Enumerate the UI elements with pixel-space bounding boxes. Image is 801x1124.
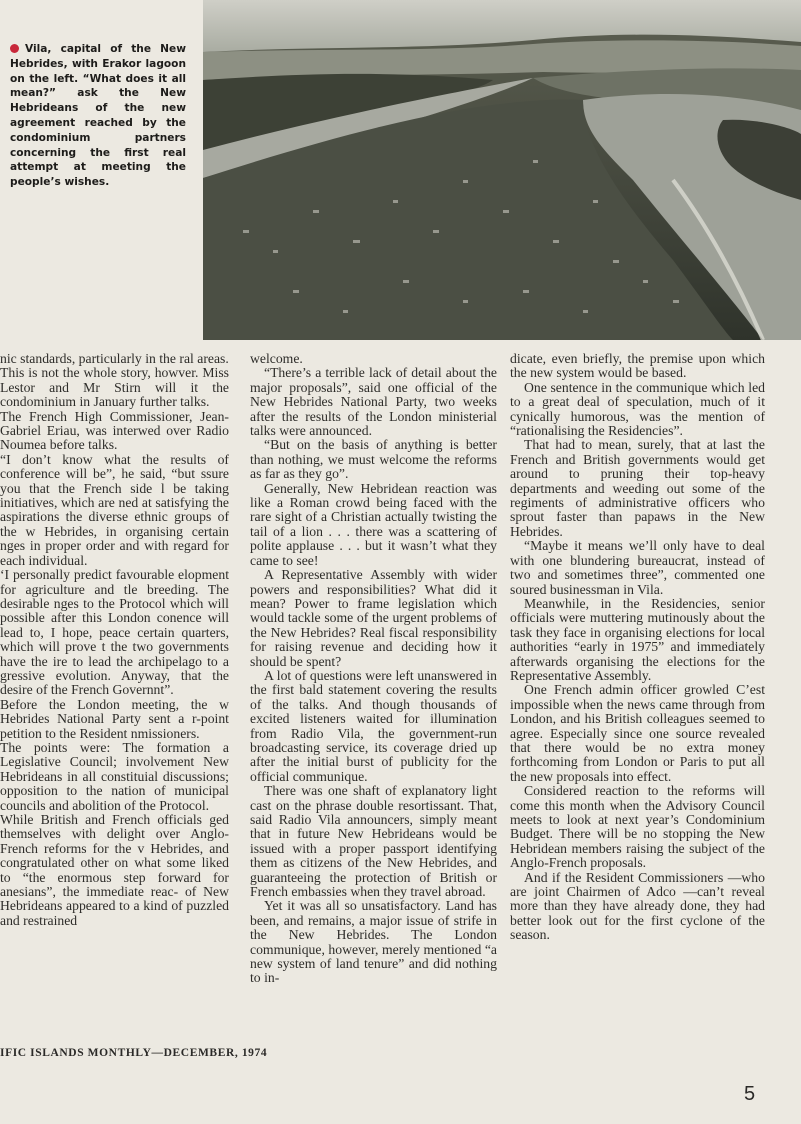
paragraph: A lot of questions were left unanswered in the first bald statement covering the results of the talks. And though thousands of excited listeners waited for illumination from Radio Vila, the government-run broadcasting service, its coverage dried up after the initial burst of publicity for the official communique. <box>250 667 497 784</box>
paragraph: nic standards, particularly in the ral areas. <box>0 351 229 366</box>
aerial-photo-icon <box>203 0 801 340</box>
paragraph: “There’s a terrible lack of detail about the major proposals”, said one official of the New Hebrides National Party, two weeks after the results of the London ministerial talks were announced. <box>250 365 497 439</box>
paragraph: And if the Resident Commissioners —who are joint Chairmen of Adco —can’t reveal more than they have already done, they had better look out for the first cyclone of the season. <box>510 869 765 943</box>
paragraph: Yet it was all so unsatisfactory. Land has been, and remains, a major issue of strife in the New Hebrides. The London communique, however, merely mentioned “a new system of land tenure” and did nothing to in- <box>250 898 497 986</box>
paragraph: Before the London meeting, the w Hebrides National Party sent a r-point petition to the Resident nmissioners. <box>0 696 229 741</box>
paragraph: That had to mean, surely, that at last the French and British governments would get around to pruning their top-heavy departments and weeding out some of the regiments of administrative officers who sprout faster than papaws in the New Hebrides. <box>510 437 765 539</box>
paragraph: This is not the whole story, howver. Miss Lestor and Mr Stirn will it the condominium in January further talks. <box>0 365 229 410</box>
paragraph: Generally, New Hebridean reaction was like a Roman crowd being faced with the rare sight of a Christian actually twisting the tail of a lion . . . there was a scattering of polite applause . . . but it wasn’t what they came to see! <box>250 480 497 568</box>
paragraph: “But on the basis of anything is better than nothing, we must welcome the reforms as far as they go”. <box>250 437 497 482</box>
paragraph: Considered reaction to the reforms will come this month when the Advisory Council meets to look at next year’s Condominium Budget. There will be no stopping the New Hebridean members raising the subject of the Anglo-French proposals. <box>510 783 765 871</box>
caption-text: Vila, capital of the New Hebrides, with Erakor lagoon on the left. “What does it all mean?” ask the New Hebrideans of the new agreement reached by the condominium partners concerning the first real attempt at meeting the people’s wishes. <box>10 43 186 189</box>
photo-caption <box>10 42 186 190</box>
paragraph: dicate, even briefly, the premise upon which the new system would be based. <box>510 351 765 381</box>
paragraph: The points were: The formation a Legislative Council; involvement New Hebrideans in all constituial discussions; opposition to the nation of municipal councils and abolition of the Protocol. <box>0 739 229 813</box>
running-footer: IFIC ISLANDS MONTHLY—DECEMBER, 1974 <box>0 1047 268 1059</box>
paragraph: There was one shaft of explanatory light cast on the phrase double resortissant. That, said Radio Vila announcers, simply meant that in future New Hebrideans would be issued with a proper passport identifying them as citizens of the New Hebrides, and guaranteeing the protection of British or French embassies when they travel abroad. <box>250 783 497 900</box>
paragraph: One sentence in the communique which led to a great deal of speculation, much of it cynically humorous, was the mention of “rationalising the Residencies”. <box>510 379 765 439</box>
paragraph: One French admin officer growled C’est impossible when the news came through from London, and his British colleagues seemed to agree. Especially since one source revealed that there would be no extra money forthcoming from London or Paris to put all the new proposals into effect. <box>510 682 765 784</box>
paragraph: The French High Commissioner, Jean-Gabriel Eriau, was interwed over Radio Noumea before talks. <box>0 408 229 453</box>
paragraph: Meanwhile, in the Residencies, senior officials were muttering mutinously about the task they face in organising elections for local authorities “early in 1975” and immediately afterwards organising the elections for the Representative Assembly. <box>510 595 765 683</box>
paragraph: welcome. <box>250 351 303 366</box>
paragraph: While British and French officials ged themselves with delight over Anglo-French reforms for the v Hebrides, and congratulated other on what some liked to “the enormous step forward for anesians”, the immediate reac- of New Hebrideans appeared to a kind of puzzled and restrained <box>0 812 229 928</box>
paragraph: “I don’t know what the results of conference will be”, he said, “but ssure you that the French side l be taking initiatives, which are ned at satisfying the aspirations the diverse ethnic groups of the w Hebrides, in organising certain nges in proper order and with regard for each individual. <box>0 451 229 568</box>
paragraph: ‘I personally predict favourable elopment for agriculture and tle breeding. The desirable nges to the Protocol which will possible after this London conence will lead to, I hope, peace certain quarters, which will prove t the two governments have the ire to lead the archipelago to a gressive evolution. Anyway, that the desire of the French Governnt”. <box>0 567 229 698</box>
paragraph: A Representative Assembly with wider powers and responsibilities? What did it mean? Power to frame legislation which would tackle some of the urgent problems of the New Hebrides? Real fiscal responsibility for raising revenue and deciding how it should be spent? <box>250 567 497 669</box>
article-column-2 <box>250 352 497 986</box>
article-column-1 <box>0 352 229 928</box>
aerial-photo <box>203 0 801 340</box>
paragraph: “Maybe it means we’ll only have to deal with one blundering bureaucrat, instead of two and sometimes three”, commented one soured businessman in Vila. <box>510 538 765 597</box>
page-number: 5 <box>744 1083 756 1105</box>
bullet-icon <box>10 44 19 53</box>
article-column-3 <box>510 352 765 943</box>
